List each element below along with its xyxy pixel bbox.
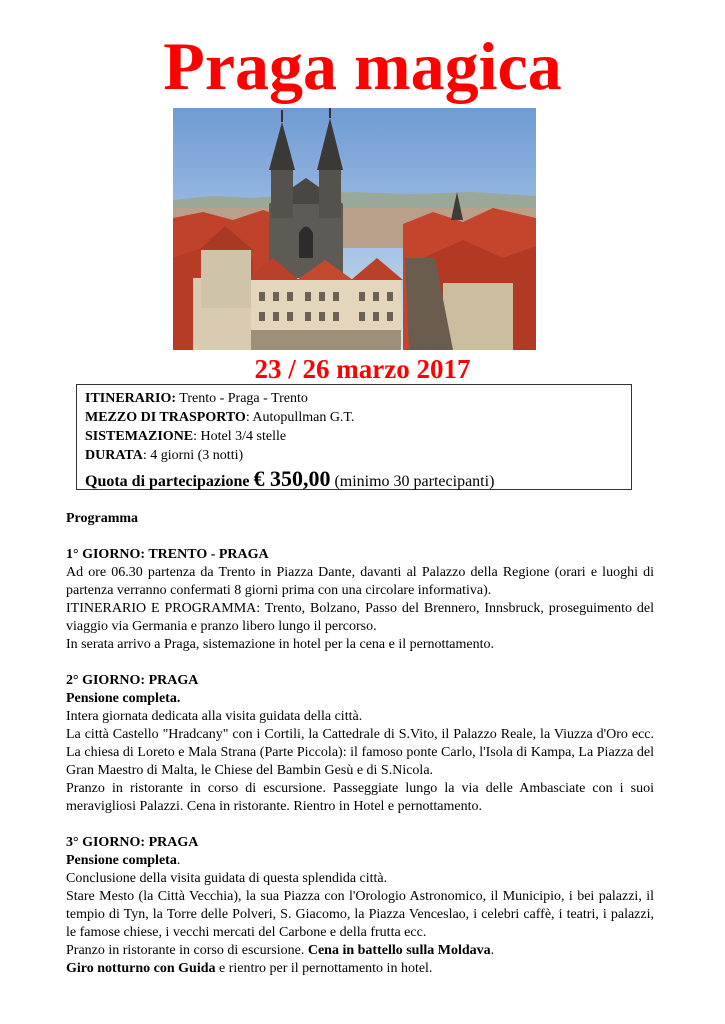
day2-title: 2° GIORNO: PRAGA <box>66 673 199 688</box>
transport-value: : Autopullman G.T. <box>245 410 355 425</box>
day3-subtitle: Pensione completa <box>66 853 177 868</box>
price-note: (minimo 30 partecipanti) <box>330 473 495 490</box>
day3-paragraph <box>66 960 654 978</box>
page-title: Praga magica <box>163 28 562 104</box>
itinerary-row <box>85 389 631 408</box>
day3-subtitle-end: . <box>176 853 181 868</box>
day2-paragraph: Intera giornata dedicata alla visita guidata della città. <box>66 709 363 724</box>
day3-night-tour: Giro notturno con Guida <box>66 961 216 976</box>
itinerary-value: Trento - Praga - Trento <box>176 391 308 406</box>
day1-title: 1° GIORNO: TRENTO - PRAGA <box>66 547 269 562</box>
program-section <box>66 510 654 978</box>
day1-paragraph: Ad ore 06.30 partenza da Trento in Piazza Dante, davanti al Palazzo della Regione (orari e luoghi di partenza verranno confermati 8 giorni prima con una circolare informativa). <box>66 565 654 598</box>
transport-label: MEZZO DI TRASPORTO <box>85 410 246 425</box>
day3-paragraph: Conclusione della visita guidata di questa splendida città. <box>66 871 388 886</box>
accommodation-value: : Hotel 3/4 stelle <box>193 429 287 444</box>
accommodation-label: SISTEMAZIONE <box>85 429 194 444</box>
day2-paragraph: Pranzo in ristorante in corso di escursione. Passeggiate lungo la via delle Ambasciate con i suoi meravigliosi Palazzi. Cena in ristorante. Rientro in Hotel e pernottamento. <box>66 781 654 814</box>
day3-lunch-text: Pranzo in ristorante in corso di escursione. <box>66 943 308 958</box>
day3-paragraph: Stare Mesto (la Città Vecchia), la sua Piazza con l'Orologio Astronomico, il Municipio, i bei palazzi, il tempio di Tyn, la Torre delle Polveri, S. Giacomo, la Piazza Venceslao, i celebri caffè, i teatri, i palazzi, le famose chiese, i vecchi mercati del Carbone e della frutta ecc. <box>66 889 654 940</box>
prague-photo <box>173 108 536 350</box>
duration-row <box>85 446 631 465</box>
price-row <box>85 467 631 495</box>
day3-dinner-boat: Cena in battello sulla Moldava <box>307 943 491 958</box>
day2-subtitle: Pensione completa. <box>66 691 181 706</box>
duration-label: DURATA <box>85 448 143 463</box>
program-heading: Programma <box>66 511 139 526</box>
day3-night-tour-end: e rientro per il pernottamento in hotel. <box>215 961 433 976</box>
day2-paragraph: La città Castello "Hradcany" con i Cortili, la Cattedrale di S.Vito, il Palazzo Reale, la Viuzza d'Oro ecc. La chiesa di Loreto e Mala Strana (Parte Piccola): il famoso ponte Carlo, l'Isola di Kampa, La Piazza del Gran Maestro di Malta, le Chiese del Bambin Gesù e di S.Nicola. <box>66 727 654 778</box>
day3-subtitle-row <box>66 852 654 870</box>
day3-title: 3° GIORNO: PRAGA <box>66 835 199 850</box>
trip-dates: 23 / 26 marzo 2017 <box>254 354 471 384</box>
accommodation-row <box>85 427 631 446</box>
price-label: Quota di partecipazione <box>85 473 254 490</box>
transport-row <box>85 408 631 427</box>
day3-dinner-end: . <box>490 943 495 958</box>
day1-paragraph: In serata arrivo a Praga, sistemazione in hotel per la cena e il pernottamento. <box>66 637 494 652</box>
day3-paragraph <box>66 942 654 960</box>
itinerary-label: ITINERARIO: <box>85 391 177 406</box>
duration-value: : 4 giorni (3 notti) <box>142 448 244 463</box>
trip-info-box <box>76 384 632 490</box>
price-value: € 350,00 <box>253 466 331 491</box>
day1-paragraph: ITINERARIO E PROGRAMMA: Trento, Bolzano, Passo del Brennero, Innsbruck, proseguimento del viaggio via Germania e pranzo libero lungo il percorso. <box>66 601 654 634</box>
